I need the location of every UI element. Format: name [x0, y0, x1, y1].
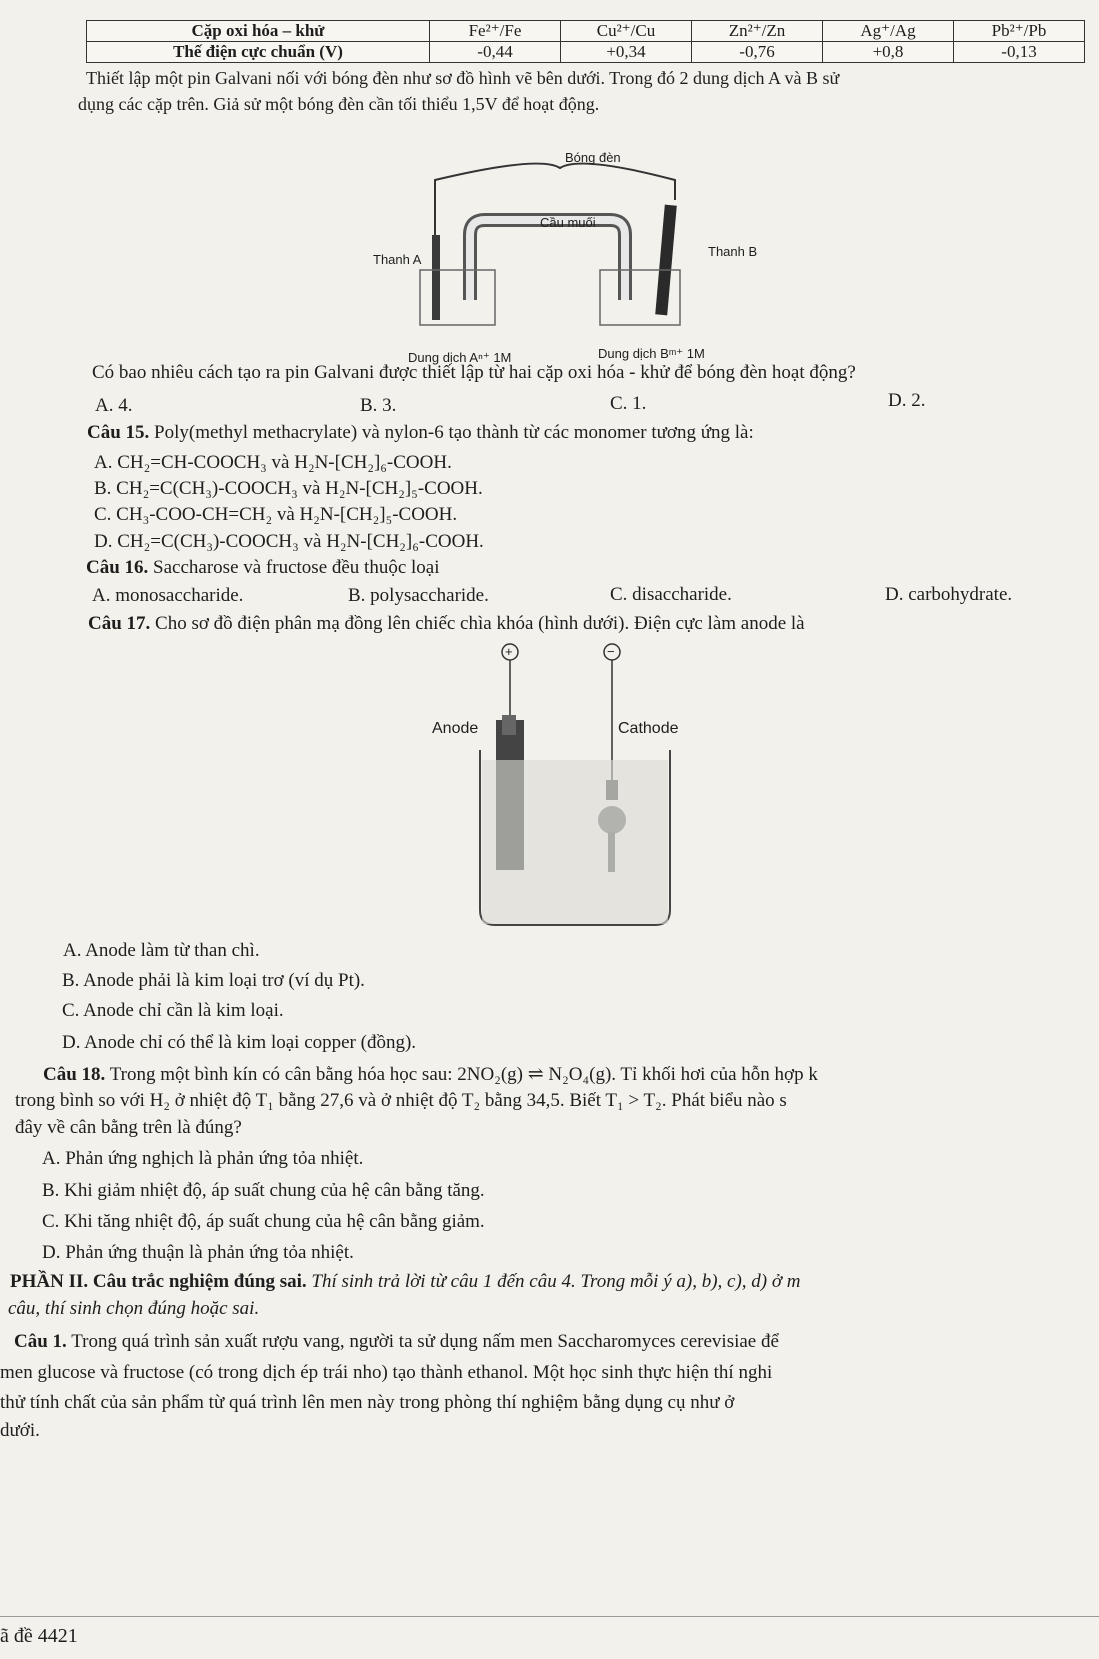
q17-option-a: A. Anode làm từ than chì. [63, 940, 260, 961]
q17-option-d: D. Anode chỉ có thể là kim loại copper (đồng). [62, 1032, 417, 1053]
q17-label: Câu 17. [88, 613, 151, 634]
q14-intro-line2: dụng các cặp trên. Giả sử một bóng đèn cần tối thiểu 1,5V để hoạt động. [78, 94, 600, 114]
table-header-couple: Cặp oxi hóa – khử [87, 21, 430, 42]
q15-option-a: A. CH₂=CH-COOCH₃ và H₂N-[CH₂]₆-COOH. [94, 452, 452, 473]
salt-bridge-inner [470, 220, 625, 300]
q17-text: Cho sơ đồ điện phân mạ đồng lên chiếc chìa khóa (hình dưới). Điện cực làm anode là [150, 613, 805, 634]
p2q1-line3: thử tính chất của sản phẩm từ quá trình lên men này trong phòng thí nghiệm bằng dụng cụ như ở [0, 1392, 735, 1413]
q16-option-a: A. monosaccharide. [92, 585, 244, 606]
beaker-a [420, 270, 495, 325]
q15-option-c: C. CH₃-COO-CH=CH₂ và H₂N-[CH₂]₅-COOH. [94, 504, 458, 525]
q18-option-b: B. Khi giảm nhiệt độ, áp suất chung của hệ cân bằng tăng. [42, 1180, 485, 1201]
rod-a-label: Thanh A [373, 252, 422, 267]
salt-bridge-label: Cầu muối [540, 215, 596, 230]
minus-sign: − [607, 644, 615, 659]
anode-clip [502, 715, 516, 735]
q18-option-a: A. Phản ứng nghịch là phản ứng tỏa nhiệt. [42, 1148, 364, 1169]
q18-line3: đây về cân bằng trên là đúng? [15, 1117, 242, 1138]
part2-instructions: Thí sinh trả lời từ câu 1 đến câu 4. Trong mỗi ý a), b), c), d) ở m [306, 1271, 801, 1292]
q16 [86, 557, 440, 579]
q18-line1: Trong một bình kín có cân bằng hóa học sau: 2NO₂(g) ⇌ N₂O₄(g). Tỉ khối hơi của hỗn hợp k [105, 1064, 818, 1085]
q16-label: Câu 16. [86, 557, 149, 578]
rod-b-label: Thanh B [708, 244, 758, 259]
q17-option-b: B. Anode phải là kim loại trơ (ví dụ Pt). [62, 970, 365, 991]
table-cell: Zn²⁺/Zn [692, 21, 823, 42]
q15-label: Câu 15. [87, 422, 150, 443]
table-cell: +0,8 [823, 42, 954, 63]
table-cell: Fe²⁺/Fe [430, 21, 561, 42]
q16-text: Saccharose và fructose đều thuộc loại [148, 557, 440, 578]
q14-option-b: B. 3. [360, 395, 397, 416]
q18-option-d: D. Phản ứng thuận là phản ứng tỏa nhiệt. [42, 1242, 354, 1263]
table-header-potential: Thế điện cực chuẩn (V) [87, 42, 430, 63]
p2q1 [14, 1331, 779, 1353]
electroplating-diagram [460, 640, 710, 940]
solution-a-label: Dung dịch Aⁿ⁺ 1M [408, 350, 512, 365]
electrolyte [482, 760, 668, 924]
q18-option-c: C. Khi tăng nhiệt độ, áp suất chung của hệ cân bằng giảm. [42, 1211, 485, 1232]
table-cell: Ag⁺/Ag [823, 21, 954, 42]
q18 [43, 1063, 818, 1086]
exam-code: ã đề 4421 [0, 1625, 78, 1647]
q16-option-c: C. disaccharide. [610, 584, 732, 605]
q18-label: Câu 18. [43, 1064, 106, 1085]
table-cell: Pb²⁺/Pb [954, 21, 1085, 42]
q18-line2: trong bình so với H₂ ở nhiệt độ T₁ bằng 27,6 và ở nhiệt độ T₂ bằng 34,5. Biết T₁ > T₂. Phát biểu nào s [15, 1090, 787, 1111]
p2q1-line2: men glucose và fructose (có trong dịch ép trái nho) tạo thành ethanol. Một học sinh thực hiện thí nghi [0, 1362, 773, 1383]
table-row [87, 42, 1085, 63]
p2q1-line4: dưới. [0, 1420, 40, 1441]
table-cell: +0,34 [561, 42, 692, 63]
solution-b-label: Dung dịch Bᵐ⁺ 1M [598, 346, 705, 361]
table-cell: -0,44 [430, 42, 561, 63]
q14-question: Có bao nhiêu cách tạo ra pin Galvani được thiết lập từ hai cặp oxi hóa - khử để bóng đèn hoạt động? [92, 362, 856, 383]
q15-option-d: D. CH₂=C(CH₃)-COOCH₃ và H₂N-[CH₂]₆-COOH. [94, 531, 484, 552]
table-cell: -0,13 [954, 42, 1085, 63]
q14-option-c: C. 1. [610, 393, 647, 414]
rod-b [655, 205, 677, 316]
part2-label: PHẦN II. Câu trắc nghiệm đúng sai. [10, 1271, 307, 1292]
anode-label: Anode [432, 720, 479, 737]
salt-bridge [470, 220, 625, 300]
part2-instructions-text: câu, thí sinh chọn đúng hoặc sai. [8, 1298, 260, 1319]
galvanic-cell-diagram [360, 140, 760, 360]
table-cell: Cu²⁺/Cu [561, 21, 692, 42]
table-cell: -0,76 [692, 42, 823, 63]
lamp-label: Bóng đèn [565, 150, 621, 165]
q14-option-d: D. 2. [888, 390, 926, 411]
footer-divider [0, 1616, 1099, 1617]
cathode-label: Cathode [618, 720, 679, 737]
p2q1-line1: Trong quá trình sản xuất rượu vang, người ta sử dụng nấm men Saccharomyces cerevisiae để [66, 1331, 779, 1352]
p2q1-label: Câu 1. [14, 1331, 67, 1352]
q15 [87, 422, 754, 444]
rod-a [432, 235, 440, 320]
q16-option-b: B. polysaccharide. [348, 585, 489, 606]
part2-instructions-line2 [8, 1298, 259, 1320]
q17 [88, 613, 805, 635]
part2-header [10, 1271, 800, 1293]
q14-intro-line1: Thiết lập một pin Galvani nối với bóng đèn như sơ đồ hình vẽ bên dưới. Trong đó 2 dung dịch A và B sử [86, 68, 840, 88]
q16-option-d: D. carbohydrate. [885, 584, 1013, 605]
plus-sign: + [505, 644, 513, 659]
potential-table [86, 20, 1085, 63]
q17-option-c: C. Anode chỉ cần là kim loại. [62, 1000, 284, 1021]
table-row [87, 21, 1085, 42]
q15-option-b: B. CH₂=C(CH₃)-COOCH₃ và H₂N-[CH₂]₅-COOH. [94, 478, 483, 499]
q14-option-a: A. 4. [95, 395, 133, 416]
q15-text: Poly(methyl methacrylate) và nylon-6 tạo thành từ các monomer tương ứng là: [149, 422, 754, 443]
